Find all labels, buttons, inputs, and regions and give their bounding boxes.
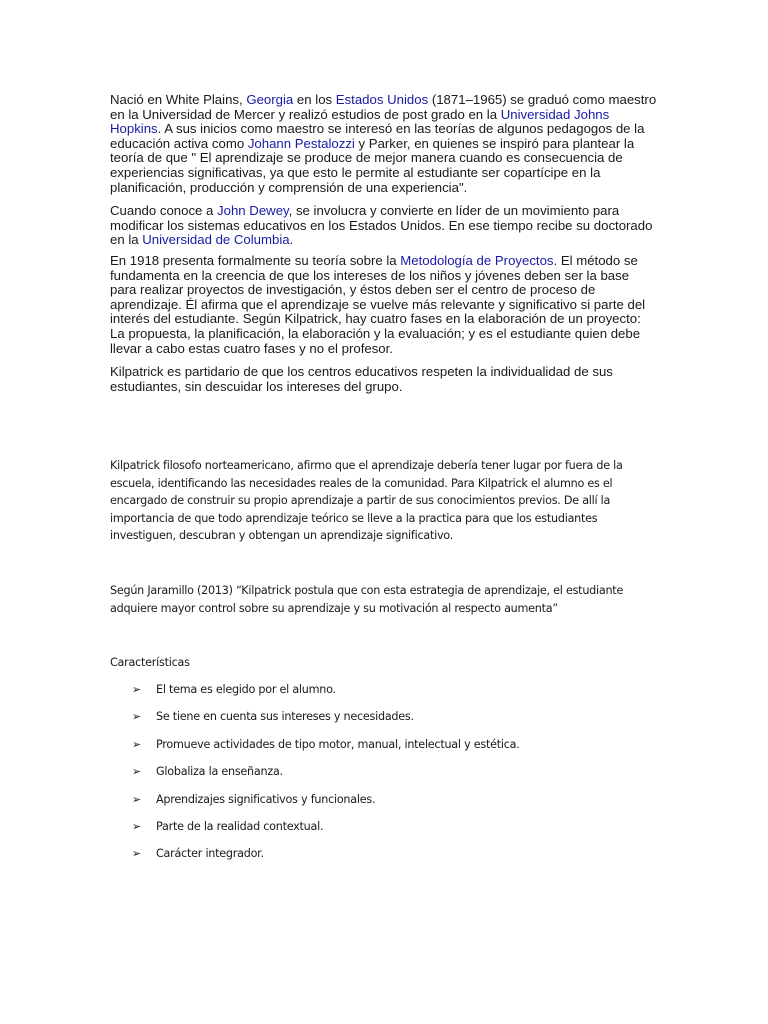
text-run: Cuando conoce a	[110, 203, 218, 218]
list-item-text: Parte de la realidad contextual.	[156, 819, 324, 833]
link-john-dewey[interactable]: John Dewey	[217, 203, 289, 218]
link-universidad-johns-hopkins[interactable]: Universidad Johns Hopkins	[110, 106, 610, 137]
arrow-bullet-icon: ➢	[132, 792, 141, 806]
list-item	[132, 764, 520, 791]
text-run: y Parker, en quienes se inspiró para plantear la teoría de que " El aprendizaje se produce de mejor manera cuando es consecuencia de experiencias significativas, ya que esto le permite al estudiante ser copartícipe en la planificación, producción y comprensión de una experiencia".	[110, 135, 635, 195]
link-estados-unidos[interactable]: Estados Unidos	[335, 92, 429, 107]
text-run: . El método se fundamenta en la creencia de que los intereses de los niños y jóvenes deben ser la base para realizar proyectos de investigación, y éstos deben ser el centro de proceso de aprendizaje. Él afirma que el aprendizaje se vuelve más relevante y significativo si parte del interés del estudiante. Según Kilpatrick, hay cuatro fases en la elaboración de un proyecto: La propuesta, la planificación, la elaboración y la evaluación; y es el estudiante quien debe llevar a cabo estas cuatro fases y no el profesor.	[110, 253, 646, 356]
link-georgia[interactable]: Georgia	[246, 92, 294, 107]
list-item	[132, 709, 520, 736]
link-johann-pestalozzi[interactable]: Johann Pestalozzi	[247, 135, 355, 151]
list-item	[132, 682, 520, 709]
list-item-text: El tema es elegido por el alumno.	[156, 683, 336, 696]
biography-paragraph	[110, 93, 658, 195]
list-item-text: Globaliza la enseñanza.	[156, 765, 283, 779]
jaramillo-quote-paragraph: Según Jaramillo (2013) “Kilpatrick postula que con esta estrategia de aprendizaje, el estudiante adquiere mayor control sobre su aprendizaje y su motivación al respecto aumenta”	[110, 584, 624, 615]
characteristics-list	[132, 682, 520, 874]
list-item	[132, 737, 520, 764]
methodology-paragraph	[110, 254, 658, 356]
characteristics-heading: Características	[110, 656, 190, 669]
text-run: Nació en White Plains,	[110, 92, 247, 107]
arrow-bullet-icon: ➢	[132, 710, 141, 724]
list-item-text: Carácter integrador.	[156, 847, 264, 861]
individuality-paragraph	[110, 365, 658, 394]
text-run: en los	[293, 92, 336, 107]
arrow-bullet-icon: ➢	[132, 683, 141, 696]
link-metodologia-de-proyectos[interactable]: Metodología de Proyectos	[400, 253, 554, 268]
arrow-bullet-icon: ➢	[132, 819, 141, 833]
text-run: . A sus inicios como maestro se interesó en las teorías de algunos pedagogos de la educación activa como	[110, 121, 645, 151]
text-run: (1871–1965) se graduó como maestro en la Universidad de Mercer y realizó estudios de post grado en la	[110, 92, 657, 122]
link-universidad-de-columbia[interactable]: Universidad de Columbia	[142, 232, 290, 248]
dewey-paragraph	[110, 204, 658, 248]
list-item-text: Se tiene en cuenta sus intereses y necesidades.	[156, 710, 414, 724]
philosopher-paragraph: Kilpatrick filosofo norteamericano, afirmo que el aprendizaje debería tener lugar por fuera de la escuela, identificando las necesidades reales de la comunidad. Para Kilpatrick el alumno es el encargado de construir su propio aprendizaje a partir de sus conocimientos previos. De allí la importancia de que todo aprendizaje teórico se lleve a la practica para que los estudiantes investiguen, descubran y obtengan un aprendizaje significativo.	[110, 459, 623, 543]
arrow-bullet-icon: ➢	[132, 765, 141, 779]
list-item	[132, 792, 520, 819]
text-run: En 1918 presenta formalmente su teoría sobre la	[110, 253, 401, 268]
list-item	[132, 819, 520, 846]
text-run: .	[289, 232, 294, 248]
list-item-text: Aprendizajes significativos y funcionales.	[156, 792, 376, 806]
text-run: , se involucra y convierte en líder de un movimiento para modificar los sistemas educativos en los Estados Unidos. En ese tiempo recibe su doctorado en la	[110, 203, 653, 248]
list-item	[132, 846, 520, 873]
paragraph-text: Kilpatrick es partidario de que los centros educativos respeten la individualidad de sus estudiantes, sin descuidar los intereses del grupo.	[110, 364, 613, 394]
arrow-bullet-icon: ➢	[132, 847, 141, 861]
arrow-bullet-icon: ➢	[132, 737, 141, 751]
list-item-text: Promueve actividades de tipo motor, manual, intelectual y estética.	[156, 737, 520, 751]
